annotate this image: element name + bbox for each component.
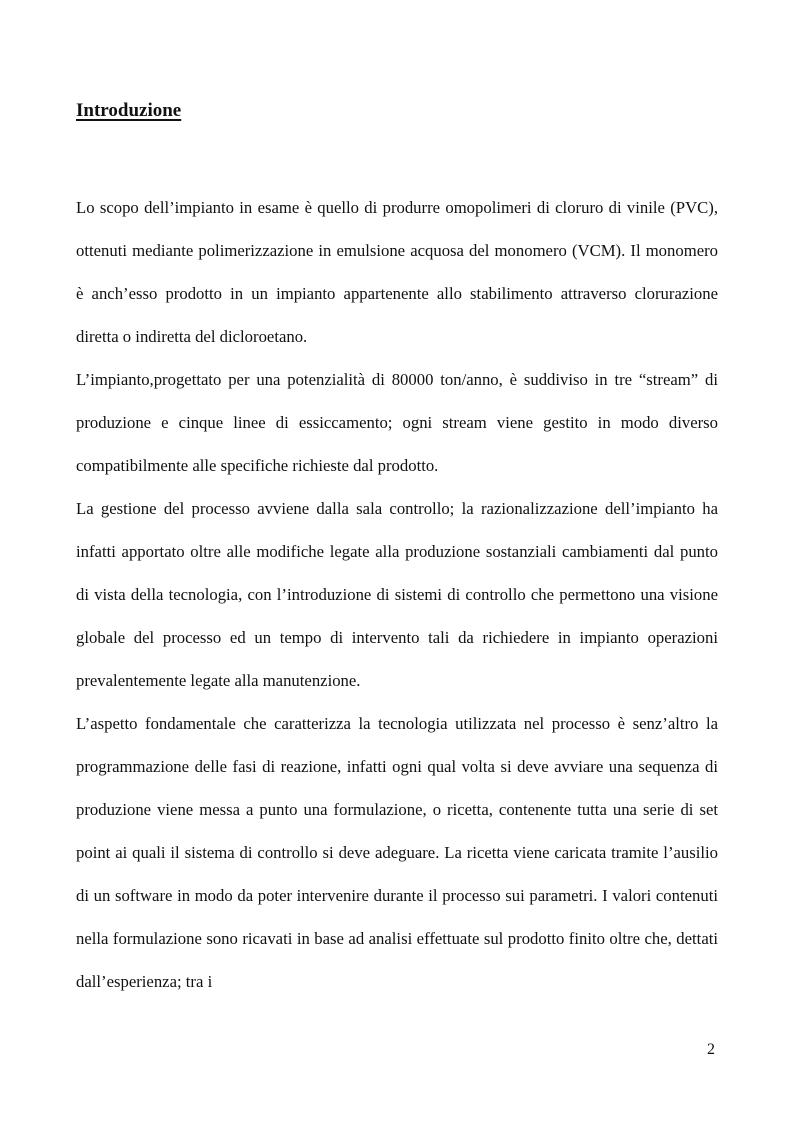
page-title: Introduzione	[76, 100, 182, 121]
page-number: 2	[707, 1041, 715, 1058]
paragraph-plant-capacity: L’impianto,progettato per una potenzialità di 80000 ton/anno, è suddiviso in tre “stream” di produzione e cinque linee di essiccamento; ogni stream viene gestito in modo diverso compatibilmente alle specifiche richieste dal prodotto.	[76, 370, 718, 475]
paragraph-recipe-technology: L’aspetto fondamentale che caratterizza la tecnologia utilizzata nel processo è senz’altro la programmazione delle fasi di reazione, infatti ogni qual volta si deve avviare una sequenza di produzione viene messa a punto una formulazione, o ricetta, contenente tutta una serie di set point ai quali il sistema di controllo si deve adeguare. La ricetta viene caricata tramite l’ausilio di un software in modo da poter intervenire durante il processo sui parametri. I valori contenuti nella formulazione sono ricavati in base ad analisi effettuate sul prodotto finito oltre che, dettati dall’esperienza; tra i	[76, 714, 718, 991]
paragraph-intro-purpose: Lo scopo dell’impianto in esame è quello di produrre omopolimeri di cloruro di vinile (PVC), ottenuti mediante polimerizzazione in emulsione acquosa del monomero (VCM). Il monomero è anch’esso prodotto in un impianto appartenente allo stabilimento attraverso clorurazione diretta o indiretta del dicloroetano.	[76, 198, 718, 346]
body-text	[76, 186, 718, 1003]
paragraph-control-room: La gestione del processo avviene dalla sala controllo; la razionalizzazione dell’impianto ha infatti apportato oltre alle modifiche legate alla produzione sostanziali cambiamenti dal punto di vista della tecnologia, con l’introduzione di sistemi di controllo che permettono una visione globale del processo ed un tempo di intervento tali da richiedere in impianto operazioni prevalentemente legate alla manutenzione.	[76, 499, 718, 690]
